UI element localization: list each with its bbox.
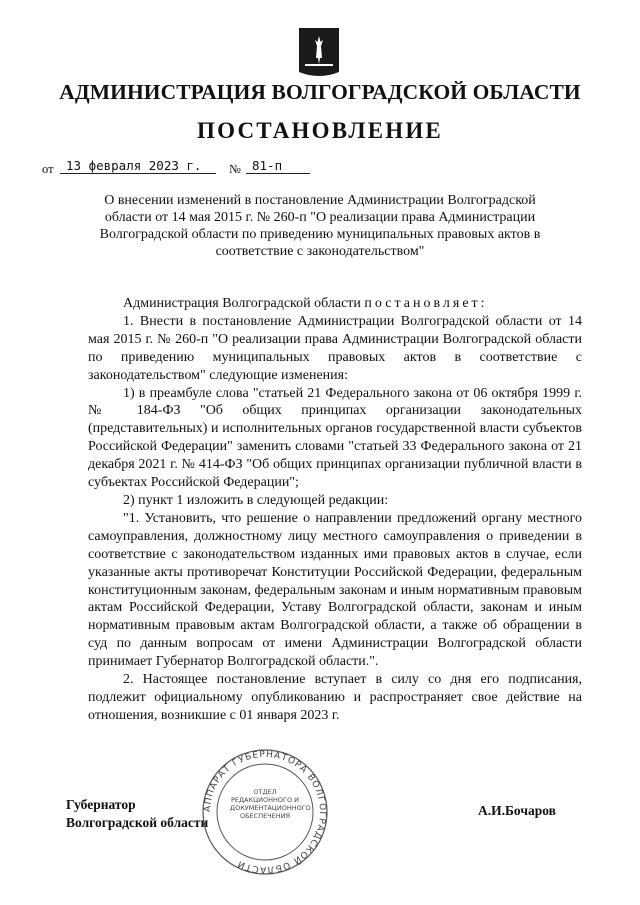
number-label: № [229,162,241,176]
document-body [88,295,582,725]
stamp-outer-text: АППАРАТ ГУБЕРНАТОРА ВОЛГОГРАДСКОЙ ОБЛАСТИ [202,749,328,875]
intro-prefix: Администрация Волгоградской области [123,296,361,311]
paragraph-1-1: 1) в преамбуле слова "статьей 21 Федерального закона от 06 октября 1999 г. № 184-ФЗ "Об общих принципах организации законодательных (представительных) и исполнительных органов государственной власти субъектов Российской Федерации" заменить словами "статьей 33 Федерального закона от 21 декабря 2021 г. № 414-ФЗ "Об общих принципах организации публичной власти в субъектах Российской Федерации"; [88,385,582,491]
signatory-position [66,796,208,832]
official-stamp [200,748,330,876]
paragraph-1: 1. Внести в постановление Администрации Волгоградской области от 14 мая 2015 г. № 260-п "О реализации права Администрации Волгоградской области по приведению муниципальных правовых актов в соответствие с законодательством" следующие изменения: [88,313,582,383]
document-date: 13 февраля 2023 г. [60,158,216,174]
paragraph-1-2: 2) пункт 1 изложить в следующей редакции: [123,492,389,508]
date-label: от [42,162,54,176]
signatory-name: А.И.Бочаров [478,803,556,818]
document-number: 81-п [246,158,310,174]
document-title: О внесении изменений в постановление Администрации Волгоградской области от 14 мая 2015 г. № 260-п "О реализации права Администрации Волгоградской области по приведению муниципальных правовых актов в соответствие с законодательством" [99,193,541,259]
organization-name: АДМИНИСТРАЦИЯ ВОЛГОГРАДСКОЙ ОБЛАСТИ [59,80,581,104]
stamp-inner-text: ОТДЕЛ РЕДАКЦИОННОГО И ДОКУМЕНТАЦИОННОГО ОБЕСПЕЧЕНИЯ [230,788,311,820]
signatory-position-line2: Волгоградской области [66,815,209,830]
intro-decree-word: постановляет: [364,296,488,311]
document-type: ПОСТАНОВЛЕНИЕ [197,118,443,143]
coat-of-arms-emblem [299,28,339,78]
paragraph-new-text: "1. Установить, что решение о направлении предложений органу местного самоуправления, должностному лицу местного самоуправления о приведении в соответствие с законодательством изданных ими правовых актов в случае, если указанные акты противоречат Конституции Российской Федерации, федеральным конституционным законам, федеральным законам и иным нормативным правовым актам Российской Федерации, Уставу Волгоградской области, законам и иным нормативным правовым актам Волгоградской области, а также об обращении в суд по данным вопросам от имени Администрации Волгоградской области принимает Губернатор Волгоградской области.". [88,510,582,670]
paragraph-2: 2. Настоящее постановление вступает в силу со дня его подписания, подлежит официальному опубликованию и распространяет свое действие на отношения, возникшие с 01 января 2023 г. [88,672,582,723]
signatory-position-line1: Губернатор [66,797,136,812]
intro-paragraph [88,295,582,313]
